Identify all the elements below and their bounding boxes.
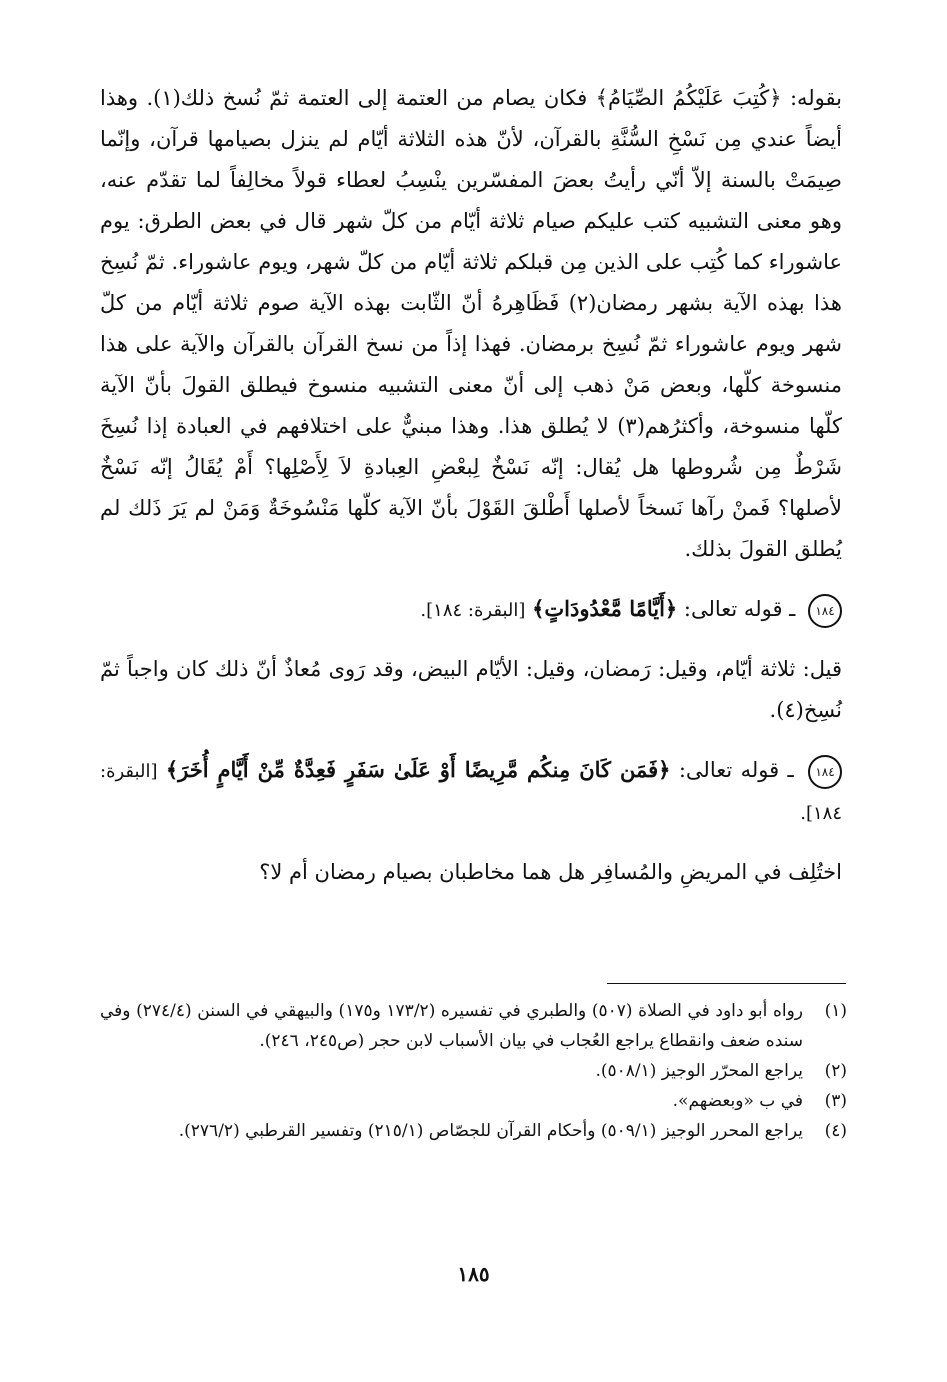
paragraph-2: قيل: ثلاثة أيّام، وقيل: رَمضان، وقيل: الأيّام البيض، وقد رَوى مُعاذٌ أنّ ذلك كان واجباً ثمّ نُسِخ(٤). [100, 657, 842, 722]
verse-heading-2 [100, 749, 842, 834]
footnote-item [100, 1116, 847, 1146]
footnote-divider [607, 983, 846, 984]
main-text [100, 78, 842, 893]
paragraph-3: اختُلِف في المريضِ والمُسافِر هل هما مخاطبان بصيام رمضان أم لا؟ [259, 860, 842, 884]
footnote-number: (٣) [824, 1091, 847, 1111]
verse-intro: ـ قوله تعالى: [670, 758, 794, 782]
footnote-text: يراجع المحرّر الوجيز (٥٠٨/١). [595, 1061, 803, 1081]
surah-reference: [البقرة: ١٨٤]. [100, 761, 842, 824]
verse-intro: ـ قوله تعالى: [677, 597, 796, 621]
verse-heading-1 [100, 588, 842, 631]
footnote-text: في ب «وبعضهم». [672, 1091, 803, 1111]
surah-reference: [البقرة: ١٨٤]. [420, 600, 526, 621]
quran-text: ﴿أَيَّامًا مَّعْدُودَاتٍ﴾ [532, 596, 678, 621]
footnotes [100, 996, 847, 1146]
verse-number-badge-icon: ١٨٤ [808, 755, 842, 789]
footnote-number: (٢) [824, 1061, 847, 1081]
paragraph-1: بقوله: ﴿كُتِبَ عَلَيْكُمُ الصِّيَامُ﴾ فكان يصام من العتمة إلى العتمة ثمّ نُسخ ذلك(١). وهذا أيضاً عندي مِن نَسْخِ السُّنَّةِ بالقرآن، لأنّ هذه الثلاثة أيّام لم ينزل بصيامها قرآن، وإنّما صِيمَتْ بالسنة إلاّ أنّي رأيتُ بعضَ المفسّرين ينْسِبُ لعطاء قولاً مخالِفاً لما تقدّم عنه، وهو معنى التشبيه كتب عليكم صيام ثلاثة أيّام من كلّ شهر قال في بعض الطرق: يوم عاشوراء كما كُتِب على الذين مِن قبلكم ثلاثة أيّام من كلّ شهر، ويوم عاشوراء. ثمّ نُسِخ هذا بهذه الآية بشهر رمضان(٢) فَظَاهِرهُ أنّ الثّابت بهذه الآية صوم ثلاثة أيّام من كلّ شهر ويوم عاشوراء ثمّ نُسِخ برمضان. فهذا إذاً من نسخ القرآن بالقرآن والآية على هذا منسوخة كلّها، وبعض مَنْ ذهب إلى أنّ معنى التشبيه منسوخ فيطلق القولَ بأنّ الآية كلّها منسوخة، وأكثرُهم(٣) لا يُطلق هذا. وهذا مبنيٌّ على اختلافهم في العبادة إذا نُسِخَ شَرْطٌ مِن شُروطها هل يُقال: إنّه نَسْخٌ لِبعْضِ العِبادةِ لاَ لِأَصْلِها؟ أَمْ يُقَالُ إنّه نَسْخٌ لأصلها؟ فَمنْ رآها نَسخاً لأصلها أَطْلقَ القَوْلَ بأنّ الآية كلّها مَنْسُوخَةٌ وَمَنْ لم يَرَ ذَلك لم يُطلق القولَ بذلك. [100, 86, 842, 561]
footnote-number: (١) [824, 1001, 847, 1021]
quran-text: ﴿فَمَن كَانَ مِنكُم مَّرِيضًا أَوْ عَلَىٰ سَفَرٍ فَعِدَّةٌ مِّنْ أَيَّامٍ أُخَرَ﴾ [165, 757, 671, 782]
footnote-text: يراجع المحرر الوجيز (٥٠٩/١) وأحكام القرآن للجصّاص (٢١٥/١) وتفسير القرطبي (٢٧٦/٢). [178, 1121, 803, 1141]
footnote-text: رواه أبو داود في الصلاة (٥٠٧) والطبري في تفسيره (١٧٣/٢ و١٧٥) والبيهقي في السنن (٢٧٤/٤) وفي سنده ضعف وانقطاع يراجع العُجاب في بيان الأسباب لابن حجر (ص٢٤٥، ٢٤٦). [100, 1001, 803, 1051]
footnote-item [100, 996, 847, 1056]
footnote-item [100, 1086, 847, 1116]
page-number: ١٨٥ [457, 1262, 490, 1286]
footnote-number: (٤) [824, 1121, 847, 1141]
verse-number-badge-icon: ١٨٤ [808, 594, 842, 628]
footnote-item [100, 1056, 847, 1086]
